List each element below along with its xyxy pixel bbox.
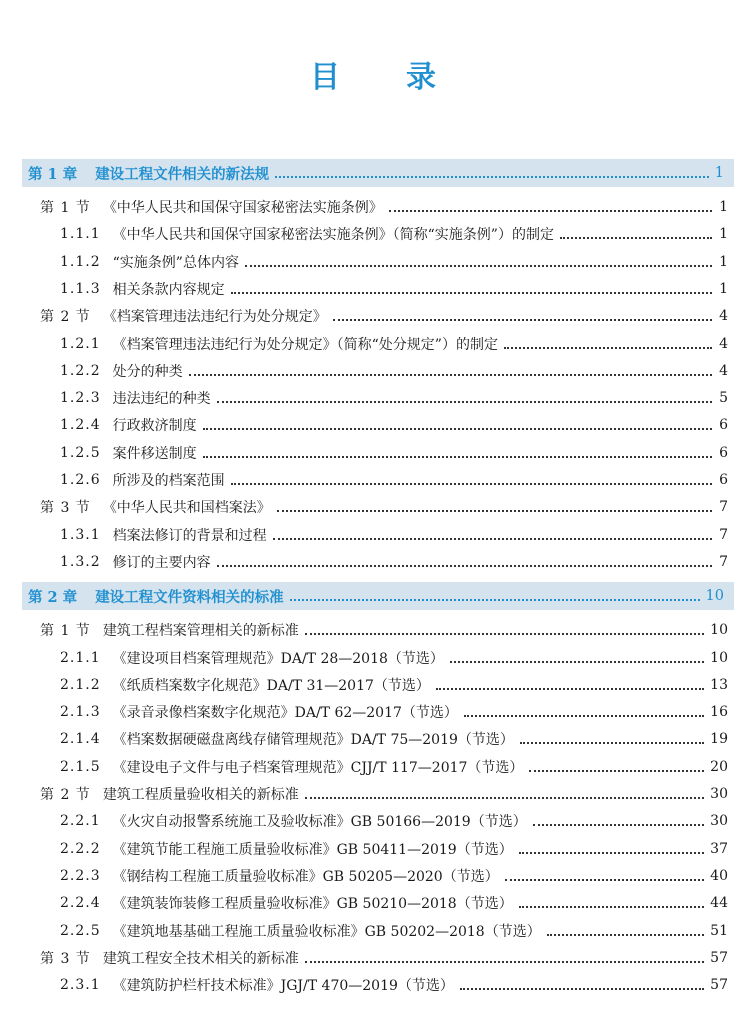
leader-dots (450, 659, 704, 663)
entry-number: 1.1.1 (60, 226, 101, 243)
page-number: 10 (705, 588, 724, 605)
leader-dots (273, 536, 712, 540)
toc-subsection[interactable] (22, 522, 734, 548)
leader-dots (547, 932, 704, 936)
entry-title: 《建设电子文件与电子档案管理规范》CJJ/T 117—2017（节选） (112, 759, 524, 776)
page-number: 57 (710, 977, 728, 994)
page-number: 6 (719, 444, 728, 461)
entry-title: 《建筑防护栏杆技术标准》JGJ/T 470—2019（节选） (112, 978, 454, 995)
leader-dots (231, 481, 712, 485)
entry-title: 建筑工程档案管理相关的新标准 (102, 623, 299, 640)
chapter-number: 第 2 章 (28, 588, 78, 606)
leader-dots (203, 426, 712, 430)
entry-number: 1.2.4 (60, 417, 101, 434)
leader-dots (245, 263, 712, 267)
page-title (0, 52, 750, 96)
page-number: 30 (710, 813, 728, 830)
toc-subsection[interactable] (22, 890, 734, 916)
page-title-char-2: 录 (406, 60, 440, 95)
entry-number: 2.1.3 (60, 704, 101, 721)
entry-title: 《建筑装饰装修工程质量验收标准》GB 50210—2018（节选） (112, 896, 513, 913)
page-title-char-1: 目 (310, 60, 344, 95)
leader-dots (464, 713, 704, 717)
toc-section[interactable] (22, 781, 734, 807)
entry-title: 修订的主要内容 (112, 554, 211, 571)
entry-number: 第 2 节 (40, 309, 91, 326)
leader-dots (305, 631, 704, 635)
page-number: 19 (710, 731, 728, 748)
leader-dots (189, 372, 712, 376)
toc-subsection[interactable] (22, 918, 734, 944)
page-number: 30 (710, 786, 728, 802)
entry-number: 第 3 节 (40, 500, 91, 517)
page-number: 7 (719, 526, 728, 543)
entry-number: 1.2.5 (60, 444, 101, 461)
entry-number: 第 1 节 (40, 623, 91, 640)
page-number: 44 (710, 895, 728, 912)
toc-subsection[interactable] (22, 672, 734, 698)
entry-number: 2.2.5 (60, 922, 101, 939)
entry-title: 《中华人民共和国保守国家秘密法实施条例》（简称“实施条例”）的制定 (112, 227, 554, 244)
toc-subsection[interactable] (22, 549, 734, 575)
leader-dots (203, 454, 712, 458)
leader-dots (460, 986, 704, 990)
page-number: 10 (710, 649, 728, 666)
entry-number: 2.2.1 (60, 813, 101, 830)
entry-title: 相关条款内容规定 (112, 281, 225, 298)
entry-title: 《中华人民共和国保守国家秘密法实施条例》 (102, 200, 383, 216)
toc-subsection[interactable] (22, 726, 734, 752)
toc-section[interactable] (22, 303, 734, 329)
chapter-number: 第 1 章 (28, 165, 78, 183)
entry-title: 《建设项目档案管理规范》DA/T 28—2018（节选） (112, 650, 444, 667)
page-number: 7 (719, 499, 728, 516)
entry-title: 所涉及的档案范围 (112, 473, 225, 489)
page-number: 6 (719, 417, 728, 434)
chapter-title: 建设工程文件相关的新法规 (95, 165, 270, 183)
toc-subsection[interactable] (22, 440, 734, 466)
toc-section[interactable] (22, 945, 734, 971)
page-number: 1 (719, 199, 728, 215)
leader-dots (305, 795, 704, 799)
entry-number: 1.2.6 (60, 472, 101, 488)
toc-subsection[interactable] (22, 358, 734, 384)
entry-title: 《火灾自动报警系统施工及验收标准》GB 50166—2019（节选） (112, 814, 527, 831)
toc-subsection[interactable] (22, 808, 734, 834)
leader-dots (519, 904, 704, 908)
page-number: 4 (719, 308, 728, 325)
toc-chapter[interactable] (22, 582, 734, 610)
leader-dots (504, 345, 712, 349)
leader-dots (505, 877, 704, 881)
leader-dots (231, 290, 712, 294)
toc-subsection[interactable] (22, 276, 734, 302)
entry-title: 案件移送制度 (112, 445, 197, 462)
entry-title: 档案法修订的背景和过程 (112, 527, 267, 544)
entry-number: 2.1.5 (60, 758, 101, 775)
page-number: 1 (719, 226, 728, 243)
page-number: 1 (719, 280, 728, 297)
toc-section[interactable] (22, 617, 734, 643)
page-number: 6 (719, 472, 728, 488)
entry-number: 1.1.3 (60, 280, 101, 297)
toc-section[interactable] (22, 494, 734, 520)
page-number: 1 (719, 253, 728, 270)
page-number: 51 (710, 922, 728, 939)
leader-dots (436, 686, 704, 690)
entry-number: 2.2.3 (60, 867, 101, 884)
toc-subsection[interactable] (22, 972, 734, 998)
toc-subsection[interactable] (22, 385, 734, 411)
leader-dots (333, 317, 712, 321)
leader-dots (217, 563, 712, 567)
entry-number: 1.3.1 (60, 526, 101, 543)
toc-subsection[interactable] (22, 863, 734, 889)
page-number: 10 (710, 622, 728, 639)
page-number: 13 (710, 676, 728, 693)
toc-subsection[interactable] (22, 699, 734, 725)
leader-dots (275, 174, 709, 178)
entry-number: 2.1.2 (60, 676, 101, 693)
entry-title: 《钢结构工程施工质量验收标准》GB 50205—2020（节选） (112, 868, 499, 885)
entry-number: 第 1 节 (40, 200, 91, 216)
page-number: 5 (719, 390, 728, 407)
toc-subsection[interactable] (22, 645, 734, 671)
leader-dots (533, 822, 704, 826)
entry-title: 建筑工程质量验收相关的新标准 (102, 787, 299, 803)
entry-number: 2.3.1 (60, 977, 101, 994)
entry-number: 2.1.4 (60, 731, 101, 748)
toc-subsection[interactable] (22, 249, 734, 275)
leader-dots (389, 208, 712, 212)
page-number: 16 (710, 704, 728, 721)
leader-dots (529, 768, 704, 772)
entry-title: 《建筑节能工程施工质量验收标准》GB 50411—2019（节选） (112, 841, 513, 858)
toc-subsection[interactable] (22, 467, 734, 493)
entry-number: 2.2.2 (60, 840, 101, 857)
page-number: 7 (719, 553, 728, 570)
toc-subsection[interactable] (22, 331, 734, 357)
toc-section[interactable] (22, 194, 734, 220)
leader-dots (305, 959, 704, 963)
page-number: 57 (710, 949, 728, 966)
entry-title: 处分的种类 (112, 363, 183, 380)
entry-title: 《纸质档案数字化规范》DA/T 31—2017（节选） (112, 677, 430, 694)
entry-number: 1.2.2 (60, 362, 101, 379)
toc-subsection[interactable] (22, 412, 734, 438)
leader-dots (519, 850, 704, 854)
entry-title: 行政救济制度 (112, 418, 197, 435)
toc-chapter[interactable] (22, 159, 734, 187)
entry-number: 2.1.1 (60, 649, 101, 666)
entry-number: 第 3 节 (40, 950, 91, 967)
entry-number: 1.2.3 (60, 390, 101, 407)
leader-dots (290, 597, 700, 601)
toc-subsection[interactable] (22, 836, 734, 862)
entry-title: 《档案管理违法违纪行为处分规定》（简称“处分规定”）的制定 (112, 336, 498, 353)
entry-title: 建筑工程安全技术相关的新标准 (102, 950, 299, 967)
entry-number: 1.2.1 (60, 335, 101, 352)
entry-title: 违法违纪的种类 (112, 391, 211, 408)
entry-number: 1.1.2 (60, 253, 101, 270)
page-number: 4 (719, 335, 728, 352)
page-number: 40 (710, 867, 728, 884)
chapter-title: 建设工程文件资料相关的标准 (95, 588, 284, 606)
entry-title: 《中华人民共和国档案法》 (102, 500, 271, 517)
page-number: 37 (710, 840, 728, 857)
leader-dots (217, 399, 712, 403)
leader-dots (560, 235, 712, 239)
page-number: 1 (714, 165, 724, 181)
page-number: 20 (710, 758, 728, 775)
entry-title: 《档案管理违法违纪行为处分规定》 (102, 309, 327, 326)
entry-number: 2.2.4 (60, 895, 101, 912)
leader-dots (277, 508, 712, 512)
entry-title: 《档案数据硬磁盘离线存储管理规范》DA/T 75—2019（节选） (112, 732, 514, 749)
page-number: 4 (719, 362, 728, 379)
entry-title: 《建筑地基基础工程施工质量验收标准》GB 50202—2018（节选） (112, 923, 541, 940)
toc-subsection[interactable] (22, 221, 734, 247)
entry-number: 第 2 节 (40, 787, 91, 803)
entry-title: 《录音录像档案数字化规范》DA/T 62—2017（节选） (112, 705, 458, 722)
entry-title: “实施条例”总体内容 (112, 254, 239, 271)
entry-number: 1.3.2 (60, 553, 101, 570)
leader-dots (520, 740, 704, 744)
toc-subsection[interactable] (22, 754, 734, 780)
